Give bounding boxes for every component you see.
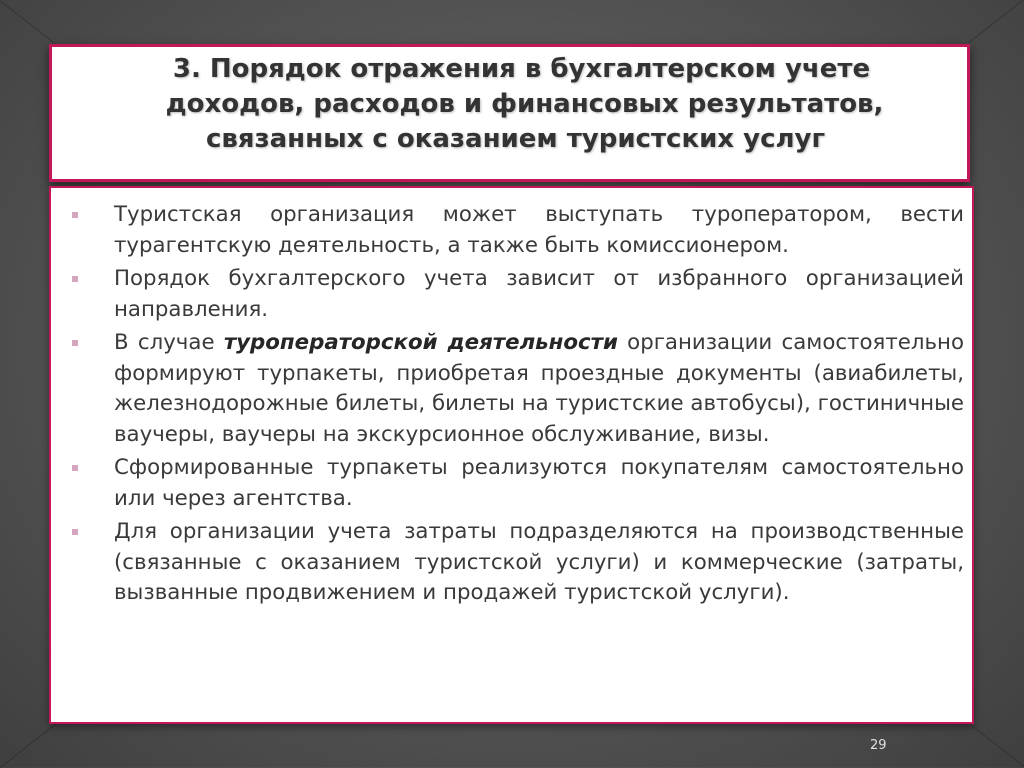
bullet-item [69,200,964,261]
title-box [49,44,970,182]
bullet-emphasis: туроператорской деятельности [223,330,618,355]
square-bullet-icon [72,276,78,282]
square-bullet-icon [72,465,78,471]
square-bullet-icon [72,529,78,535]
decor-line-bottom-left [0,724,56,768]
decor-line-top-left [0,0,55,44]
page-number: 29 [870,738,887,753]
content-box [49,186,974,724]
bullet-item [69,453,964,514]
bullet-item [69,517,964,609]
bullet-text: Для организации учета затраты подразделяются на производственные (связанные с оказанием туристской услуги) и коммерческие (затраты, вызванные продвижением и продажей туристской услуги). [114,519,964,605]
bullet-text: Туристская организация может выступать туроператором, вести турагентскую деятельность, а также быть комиссионером. [114,202,964,258]
square-bullet-icon [72,212,78,218]
bullet-text-lead: В случае [114,330,224,355]
decor-line-top-right [968,0,1024,43]
slide-title-line-1: 3. Порядок отражения в бухгалтерском учете [172,54,871,84]
bullet-item [69,264,964,325]
bullet-text: Порядок бухгалтерского учета зависит от избранного организацией направления. [114,266,964,322]
bullet-text-rest: организации самостоятельно формируют турпакеты, приобретая проездные документы (авиабилеты, железнодорожные билеты, билеты на туристские автобусы), гостиничные ваучеры, ваучеры на экскурсионное обслуживание, визы. [114,330,964,447]
decor-line-bottom-right [969,723,1024,767]
bullet-list [69,200,964,612]
slide-title-line-2: доходов, расходов и финансовых результатов, [165,89,884,119]
square-bullet-icon [72,340,78,346]
slide-title [52,52,967,157]
bullet-text: Сформированные турпакеты реализуются покупателям самостоятельно или через агентства. [114,455,964,511]
bullet-item [69,328,964,450]
slide-title-line-3: связанных с оказанием туристских услуг [205,124,826,154]
bullet-text [114,328,964,450]
